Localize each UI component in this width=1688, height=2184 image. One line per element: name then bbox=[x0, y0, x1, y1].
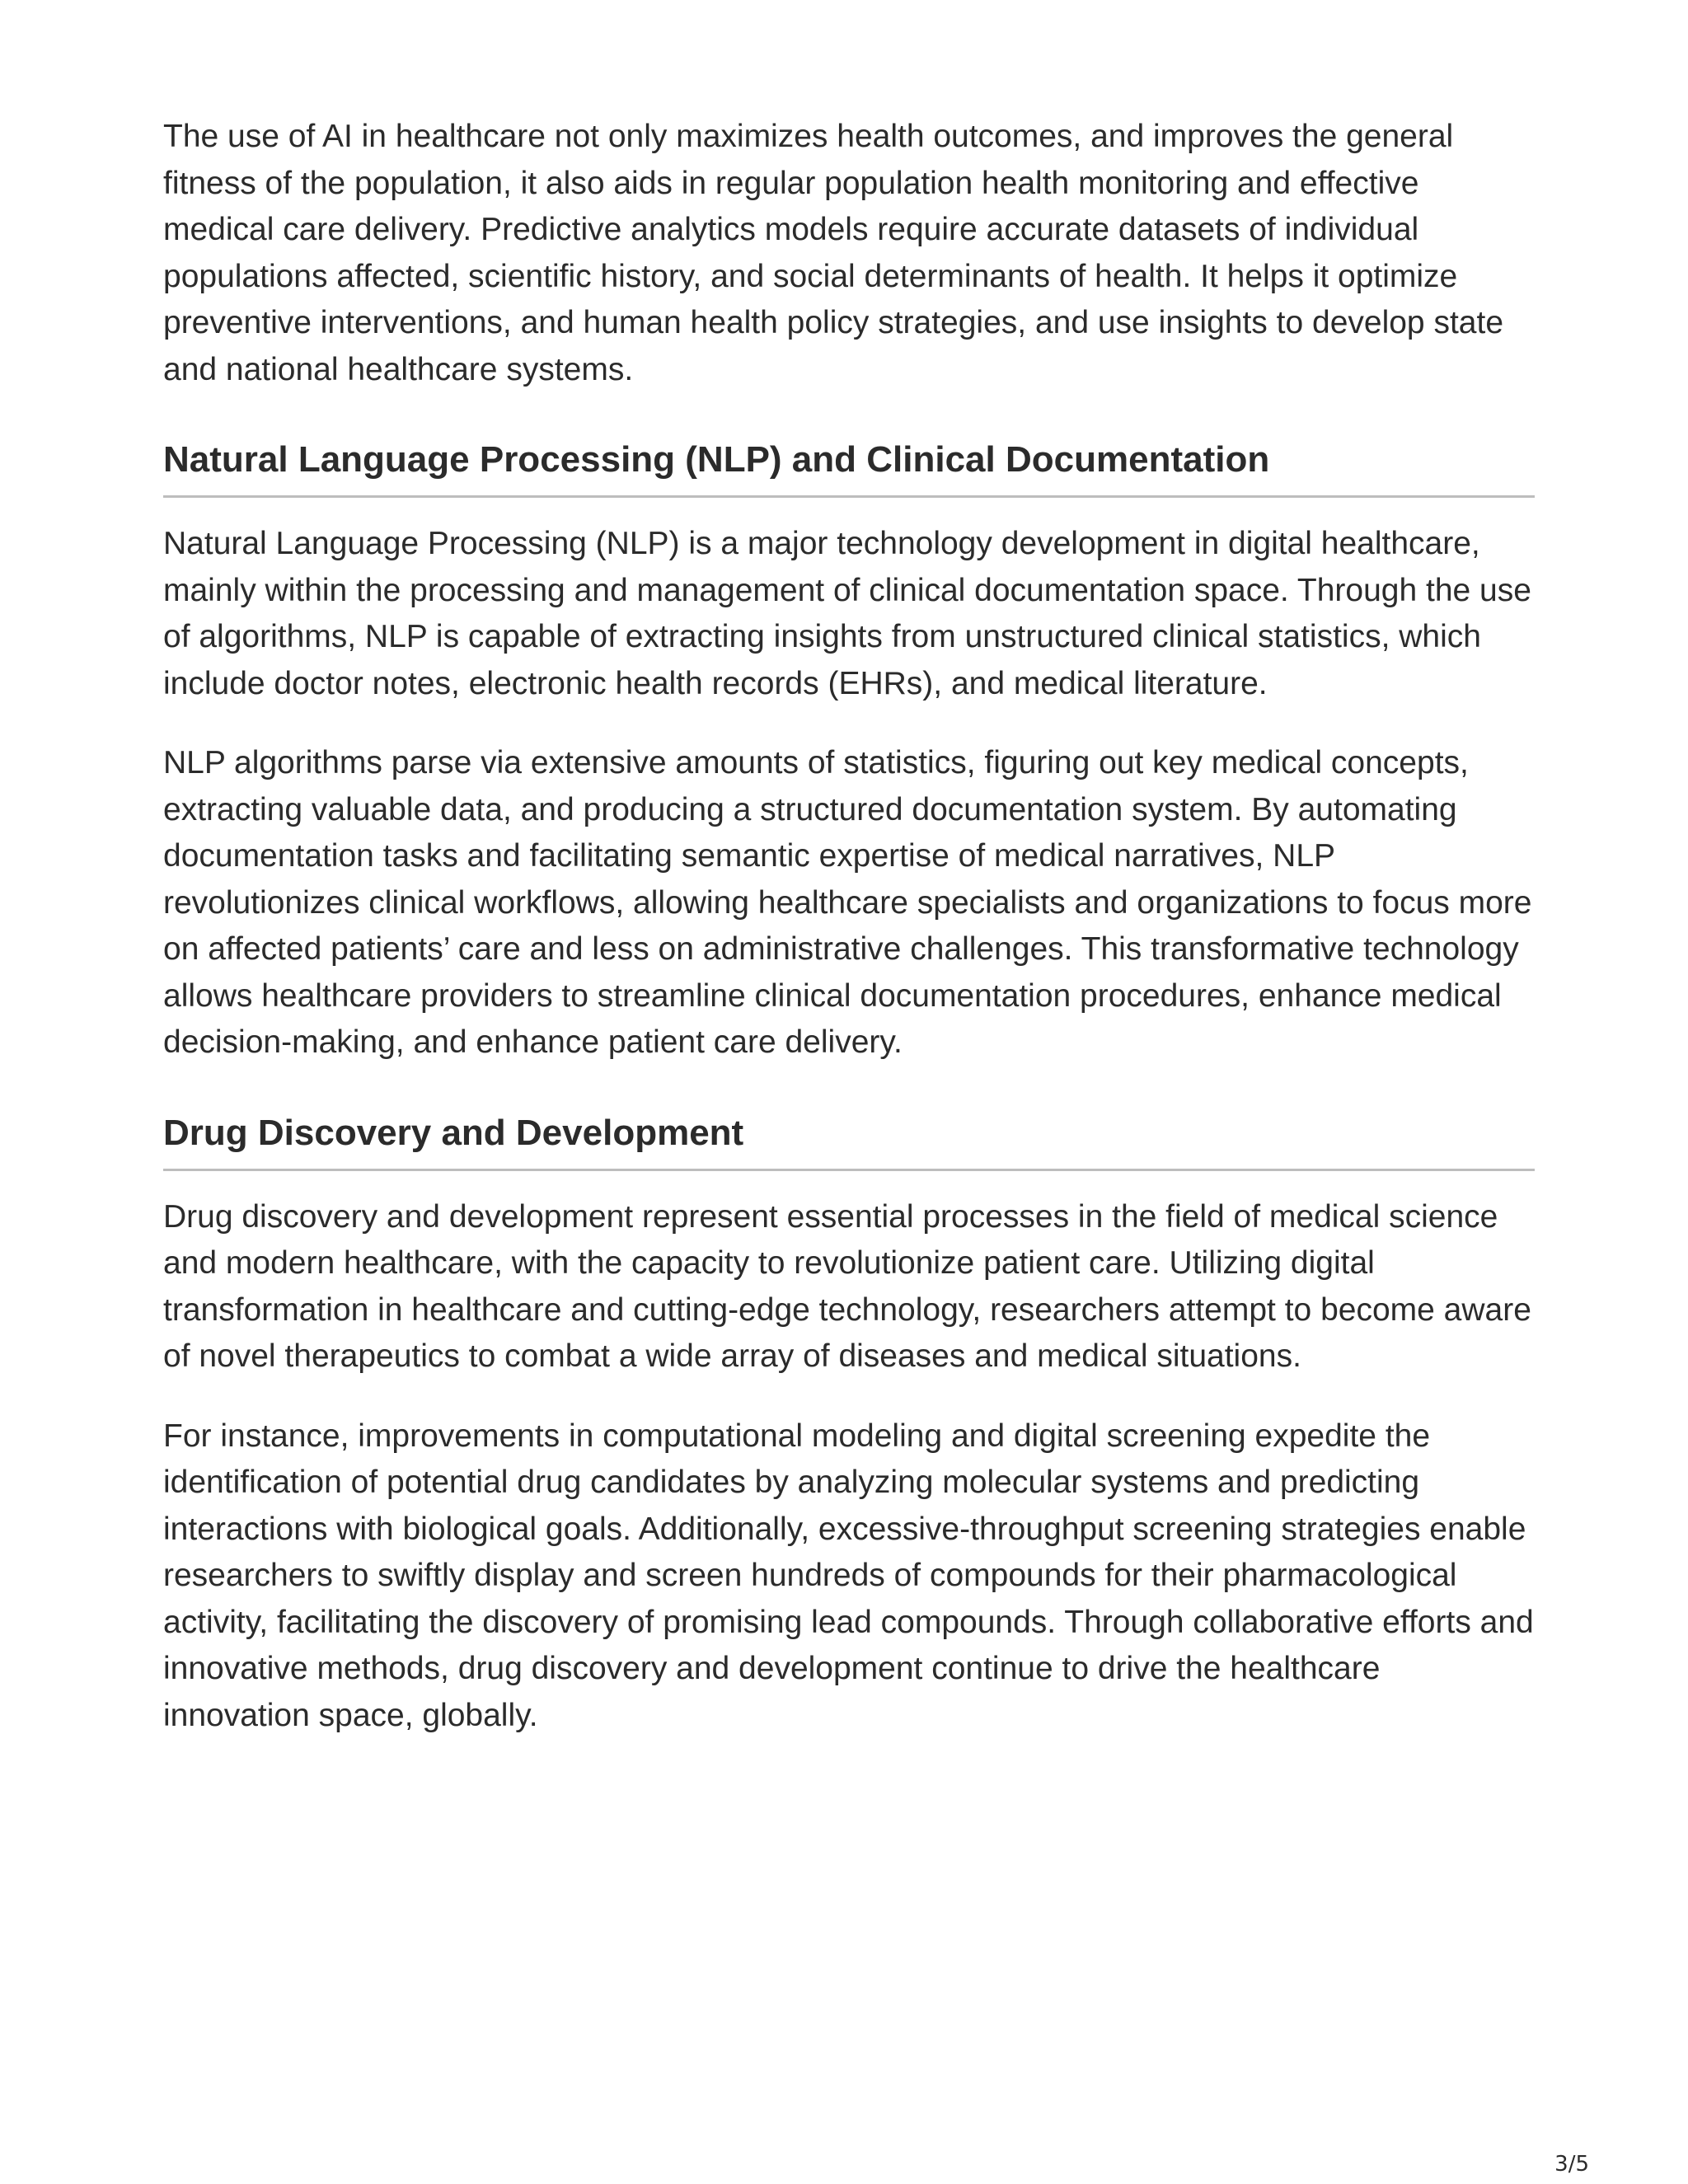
document-page bbox=[163, 114, 1535, 1739]
intro-paragraph: The use of AI in healthcare not only maximizes health outcomes, and improves the general fitness of the population, it also aids in regular population health monitoring and effective medical care delivery. Predictive analytics models require accurate datasets of individual populations affected, scientific history, and social determinants of health. It helps it optimize preventive interventions, and human health policy strategies, and use insights to develop state and national healthcare systems. bbox=[163, 119, 1504, 387]
drug-discovery-paragraph-1: Drug discovery and development represent essential processes in the field of medical science and modern healthcare, with the capacity to revolutionize patient care. Utilizing digital transformation in healthcare and cutting-edge technology, researchers attempt to become aware of novel therapeutics to combat a wide array of diseases and medical situations. bbox=[163, 1198, 1531, 1374]
page-number: 3/5 bbox=[1554, 2152, 1589, 2177]
section-heading-drug-discovery: Drug Discovery and Development bbox=[163, 1109, 1535, 1171]
section-heading-nlp: Natural Language Processing (NLP) and Clinical Documentation bbox=[163, 436, 1535, 498]
drug-discovery-paragraph-2: For instance, improvements in computational modeling and digital screening expedite the identification of potential drug candidates by analyzing molecular systems and predicting interactions with biological goals. Additionally, excessive-throughput screening strategies enable researchers to swiftly display and screen hundreds of compounds for their pharmacological activity, facilitating the discovery of promising lead compounds. Through collaborative efforts and innovative methods, drug discovery and development continue to drive the healthcare innovation space, globally. bbox=[163, 1418, 1534, 1733]
nlp-paragraph-2: NLP algorithms parse via extensive amounts of statistics, figuring out key medical concepts, extracting valuable data, and producing a structured documentation system. By automating documentation tasks and facilitating semantic expertise of medical narratives, NLP revolutionizes clinical workflows, allowing healthcare specialists and organizations to focus more on affected patients’ care and less on administrative challenges. This transformative technology allows healthcare providers to streamline clinical documentation procedures, enhance medical decision-making, and enhance patient care delivery. bbox=[163, 745, 1532, 1060]
nlp-paragraph-1: Natural Language Processing (NLP) is a major technology development in digital healthcare, mainly within the processing and management of clinical documentation space. Through the use of algorithms, NLP is capable of extracting insights from unstructured clinical statistics, which include doctor notes, electronic health records (EHRs), and medical literature. bbox=[163, 526, 1531, 701]
